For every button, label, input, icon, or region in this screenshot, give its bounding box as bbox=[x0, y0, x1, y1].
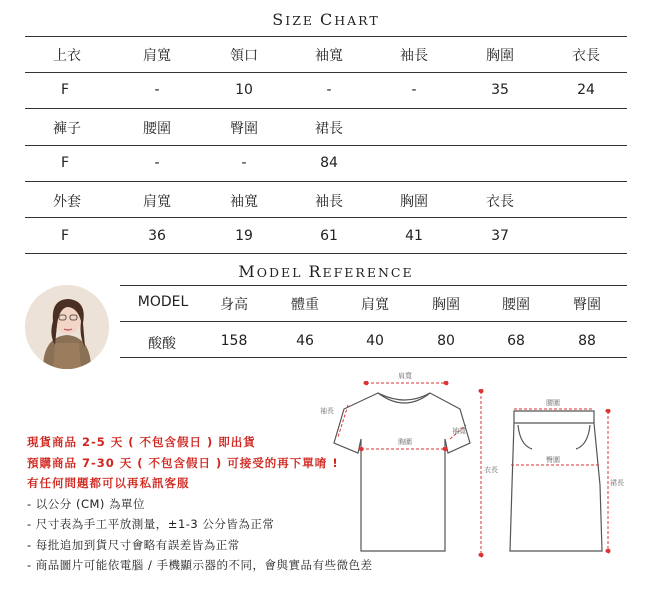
length-label: 衣長 bbox=[484, 466, 498, 474]
sleeve-length-label: 袖長 bbox=[320, 407, 334, 415]
table-cell: F bbox=[60, 228, 70, 244]
table-cell: 領口 bbox=[230, 48, 258, 64]
table-cell: 肩寬 bbox=[361, 297, 389, 313]
table-divider bbox=[25, 36, 627, 37]
notes-line: 預購商品 7-30 天 ( 不包含假日 ) 可接受的再下單唷 ! bbox=[27, 455, 339, 470]
skirt-outline bbox=[510, 411, 602, 551]
table-cell: 褲子 bbox=[53, 121, 81, 137]
table-divider bbox=[25, 217, 627, 218]
table-cell: 酸酸 bbox=[148, 336, 176, 352]
table-cell: 袖寬 bbox=[230, 194, 258, 210]
table-cell: 上衣 bbox=[53, 48, 81, 64]
shirt-diagram bbox=[334, 393, 470, 551]
table-cell: 身高 bbox=[220, 297, 248, 313]
table-cell: 臀圍 bbox=[573, 297, 601, 313]
model-divider bbox=[120, 285, 627, 286]
notes-line: 有任何問題都可以再私訊客服 bbox=[27, 476, 190, 490]
skirt-length-label: 裙長 bbox=[610, 479, 624, 487]
table-cell: 80 bbox=[437, 333, 455, 349]
shoulder-label: 肩寬 bbox=[398, 372, 412, 380]
measure-dot bbox=[479, 389, 483, 393]
waist-label: 腰圍 bbox=[546, 399, 560, 407]
sleeve-length-measure bbox=[338, 405, 348, 437]
table-cell: - bbox=[241, 155, 247, 171]
table-cell: 肩寬 bbox=[143, 194, 171, 210]
table-cell: 袖長 bbox=[315, 194, 343, 210]
table-divider bbox=[25, 181, 627, 182]
table-cell: F bbox=[60, 155, 70, 171]
table-cell: 胸圍 bbox=[432, 297, 460, 313]
table-cell: MODEL bbox=[137, 294, 189, 310]
table-cell: 40 bbox=[366, 333, 384, 349]
table-cell: 袖長 bbox=[400, 48, 428, 64]
table-cell: 158 bbox=[220, 333, 248, 349]
measure-dot bbox=[359, 447, 363, 451]
hip-label: 臀圍 bbox=[546, 456, 560, 464]
table-divider bbox=[25, 253, 627, 254]
table-cell: 衣長 bbox=[572, 48, 600, 64]
notes-line: 現貨商品 2-5 天 ( 不包含假日 ) 即出貨 bbox=[27, 435, 256, 449]
table-cell: - bbox=[411, 82, 417, 98]
table-cell: 肩寬 bbox=[143, 48, 171, 64]
notes-line: - 尺寸表為手工平放測量，±1-3 公分皆為正常 bbox=[27, 517, 275, 531]
notes-line: - 商品圖片可能依電腦 / 手機顯示器的不同，會與實品有些微色差 bbox=[27, 558, 373, 572]
skirt-pocket bbox=[576, 425, 590, 449]
model-photo-icon bbox=[25, 285, 109, 369]
table-cell: 46 bbox=[296, 333, 314, 349]
table-cell: 36 bbox=[148, 228, 166, 244]
table-cell: 88 bbox=[578, 333, 596, 349]
table-divider bbox=[25, 108, 627, 109]
skirt-pocket bbox=[518, 425, 532, 449]
table-cell: 胸圍 bbox=[400, 194, 428, 210]
table-cell: 裙長 bbox=[315, 121, 343, 137]
table-cell: 臀圍 bbox=[230, 121, 258, 137]
size-chart-title: SIZE CHART bbox=[272, 10, 380, 29]
measure-dot bbox=[606, 409, 610, 413]
table-cell: F bbox=[60, 82, 70, 98]
table-cell: 19 bbox=[235, 228, 253, 244]
table-cell: 68 bbox=[507, 333, 525, 349]
table-divider bbox=[25, 72, 627, 73]
table-cell: - bbox=[326, 82, 332, 98]
shirt-outline bbox=[334, 393, 470, 551]
measure-dot bbox=[606, 549, 610, 553]
table-cell: 35 bbox=[491, 82, 509, 98]
table-cell: 體重 bbox=[291, 297, 319, 313]
measurement-diagram bbox=[310, 365, 640, 565]
notes-line: - 以公分 (CM) 為單位 bbox=[27, 496, 146, 511]
table-cell: 袖寬 bbox=[315, 48, 343, 64]
table-cell: 37 bbox=[491, 228, 509, 244]
sleeve-width-label: 袖寬 bbox=[452, 427, 466, 435]
table-cell: 腰圍 bbox=[143, 121, 171, 137]
table-cell: 41 bbox=[405, 228, 423, 244]
model-divider bbox=[120, 321, 627, 322]
chest-label: 胸圍 bbox=[398, 438, 412, 446]
measure-dot bbox=[444, 381, 448, 385]
table-cell: 衣長 bbox=[486, 194, 514, 210]
table-cell: 外套 bbox=[53, 194, 81, 210]
table-cell: 61 bbox=[320, 228, 338, 244]
table-cell: 10 bbox=[235, 82, 253, 98]
table-divider bbox=[25, 145, 627, 146]
table-cell: - bbox=[154, 82, 160, 98]
table-cell: 24 bbox=[577, 82, 595, 98]
measure-dot bbox=[479, 553, 483, 557]
model-avatar bbox=[25, 285, 109, 369]
table-cell: 84 bbox=[320, 155, 338, 171]
shirt-collar bbox=[378, 393, 430, 403]
table-cell: - bbox=[154, 155, 160, 171]
measure-dot bbox=[443, 447, 447, 451]
model-divider bbox=[120, 357, 627, 358]
skirt-diagram bbox=[510, 411, 602, 551]
notes-line: - 每批追加到貨尺寸會略有誤差皆為正常 bbox=[27, 537, 240, 552]
model-reference-title: MODEL REFERENCE bbox=[238, 262, 414, 281]
table-cell: 腰圍 bbox=[502, 297, 530, 313]
shirt-measures bbox=[338, 381, 483, 557]
table-cell: 胸圍 bbox=[486, 48, 514, 64]
measure-dot bbox=[364, 381, 368, 385]
